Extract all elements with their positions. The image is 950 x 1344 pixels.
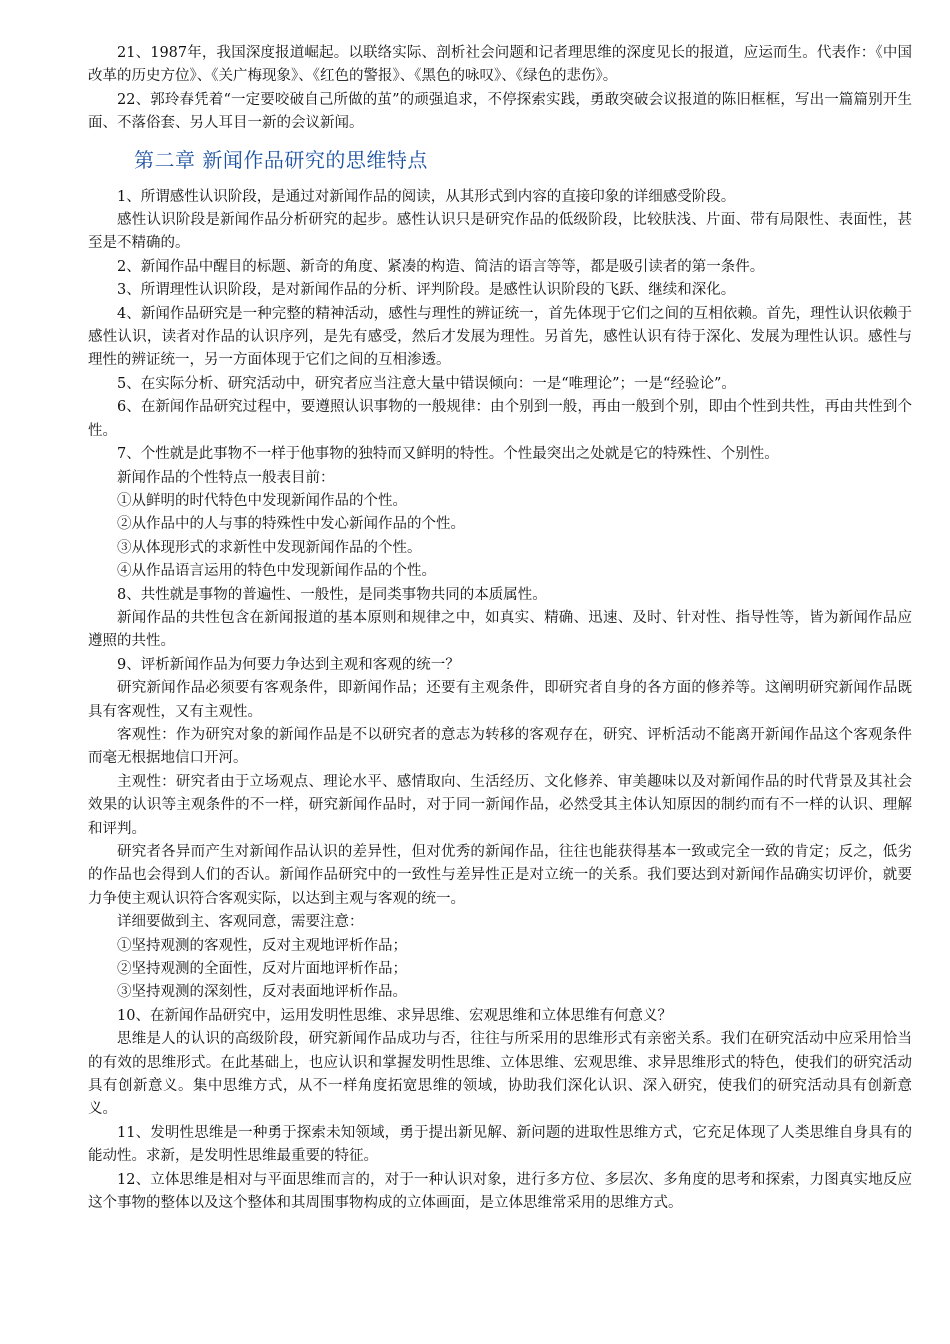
paragraph: ③从体现形式的求新性中发现新闻作品的个性。 — [117, 539, 422, 556]
paragraph: 研究新闻作品必须要有客观条件，即新闻作品；还要有主观条件，即研究者自身的各方面的修养等。这阐明研究新闻作品既具有客观性，又有主观性。 — [88, 680, 912, 720]
paragraph: 2、新闻作品中醒目的标题、新奇的角度、紧凑的构造、简洁的语言等等，都是吸引读者的第一条件。 — [117, 258, 765, 275]
paragraph-list — [88, 186, 912, 1216]
paragraph: 1、所谓感性认识阶段，是通过对新闻作品的阅读，从其形式到内容的直接印象的详细感受阶段。 — [117, 188, 736, 205]
paragraph: 研究者各异而产生对新闻作品认识的差异性，但对优秀的新闻作品，往往也能获得基本一致或完全一致的肯定；反之，低劣的作品也会得到人们的否认。新闻作品研究中的一致性与差异性正是对立统一的关系。我们要达到对新闻作品确实切评价，就要力争使主观认识符合客观实际，以达到主观与客观的统一。 — [88, 844, 912, 907]
paragraph: ①坚持观测的客观性，反对主观地评析作品； — [117, 937, 407, 954]
paragraph: ③坚持观测的深刻性，反对表面地评析作品。 — [117, 984, 407, 1001]
paragraph: 6、在新闻作品研究过程中，要遵照认识事物的一般规律：由个别到一般，再由一般到个别，即由个性到共性，再由共性到个性。 — [88, 399, 912, 439]
paragraph: 详细要做到主、客观同意，需要注意： — [117, 914, 364, 931]
paragraph: 感性认识阶段是新闻作品分析研究的起步。感性认识只是研究作品的低级阶段，比较肤浅、片面、带有局限性、表面性，甚至是不精确的。 — [88, 212, 912, 252]
paragraph: 4、新闻作品研究是一种完整的精神活动，感性与理性的辨证统一，首先体现于它们之间的互相依赖。首先，理性认识依赖于感性认识，读者对作品的认识序列，是先有感受，然后才发展为理性。另首先，感性认识有待于深化、发展为理性认识。感性与理性的辨证统一，另一方面体现于它们之间的互相渗透。 — [88, 305, 912, 369]
paragraph: 12、立体思维是相对与平面思维而言的，对于一种认识对象，进行多方位、多层次、多角度的思考和探索，力图真实地反应这个事物的整体以及这个整体和其周围事物构成的立体画面，是立体思维常采用的思维方式。 — [88, 1171, 912, 1212]
paragraph: 21、1987年，我国深度报道崛起。以联络实际、剖析社会问题和记者理思维的深度见长的报道，应运而生。代表作：《中国改革的历史方位》、《关广梅现象》、《红色的警报》、《黑色的咏叹》、《绿色的悲伤》。 — [88, 45, 912, 85]
paragraph: 22、郭玲春凭着“一定要咬破自己所做的茧”的顽强追求，不停探索实践，勇敢突破会议报道的陈旧框框，写出一篇篇别开生面、不落俗套、另人耳目一新的会议新闻。 — [88, 91, 912, 132]
paragraph: 11、发明性思维是一种勇于探索未知领域，勇于提出新见解、新问题的进取性思维方式，它充足体现了人类思维自身具有的能动性。求新，是发明性思维最重要的特征。 — [88, 1124, 912, 1165]
paragraph: 主观性：研究者由于立场观点、理论水平、感情取向、生活经历、文化修养、审美趣味以及对新闻作品的时代背景及其社会效果的认识等主观条件的不一样，研究新闻作品时，对于同一新闻作品，必然受其主体认知原因的制约而有不一样的认识、理解和评判。 — [88, 773, 912, 837]
paragraph: ①从鲜明的时代特色中发现新闻作品的个性。 — [117, 492, 407, 509]
paragraph: 7、个性就是此事物不一样于他事物的独特而又鲜明的特性。个性最突出之处就是它的特殊性、个别性。 — [117, 446, 779, 463]
paragraph: 新闻作品的个性特点一般表目前： — [117, 469, 335, 486]
paragraph: ④从作品语言运用的特色中发现新闻作品的个性。 — [117, 563, 436, 580]
paragraph: 10、在新闻作品研究中，运用发明性思维、求异思维、宏观思维和立体思维有何意义？ — [117, 1007, 672, 1024]
paragraph: 5、在实际分析、研究活动中，研究者应当注意大量中错误倾向：一是“唯理论”；一是“经验论”。 — [117, 375, 736, 392]
paragraph: 新闻作品的共性包含在新闻报道的基本原则和规律之中，如真实、精确、迅速、及时、针对性、指导性等，皆为新闻作品应遵照的共性。 — [88, 609, 912, 650]
paragraph: 9、评析新闻作品为何要力争达到主观和客观的统一？ — [117, 656, 460, 673]
paragraph: 客观性：作为研究对象的新闻作品是不以研究者的意志为转移的客观存在，研究、评析活动不能离开新闻作品这个客观条件而毫无根据地信口开河。 — [88, 726, 912, 767]
paragraph: ②坚持观测的全面性，反对片面地评析作品； — [117, 961, 407, 978]
paragraph: 3、所谓理性认识阶段，是对新闻作品的分析、评判阶段。是感性认识阶段的飞跃、继续和深化。 — [117, 282, 736, 299]
paragraph: 思维是人的认识的高级阶段，研究新闻作品成功与否，往往与所采用的思维形式有亲密关系。我们在研究活动中应采用恰当的有效的思维形式。在此基础上，也应认识和掌握发明性思维、立体思维、宏观思维、求异思维形式的特色，使我们的研究活动具有创新意义。集中思维方式，从不一样角度拓宽思维的领域，协助我们深化认识、深入研究，使我们的研究活动具有创新意义。 — [88, 1031, 912, 1118]
paragraph: ②从作品中的人与事的特殊性中发心新闻作品的个性。 — [117, 516, 465, 533]
paragraph: 8、共性就是事物的普遍性、一般性，是同类事物共同的本质属性。 — [117, 586, 547, 603]
chapter-title: 第二章 新闻作品研究的思维特点 — [134, 147, 428, 172]
